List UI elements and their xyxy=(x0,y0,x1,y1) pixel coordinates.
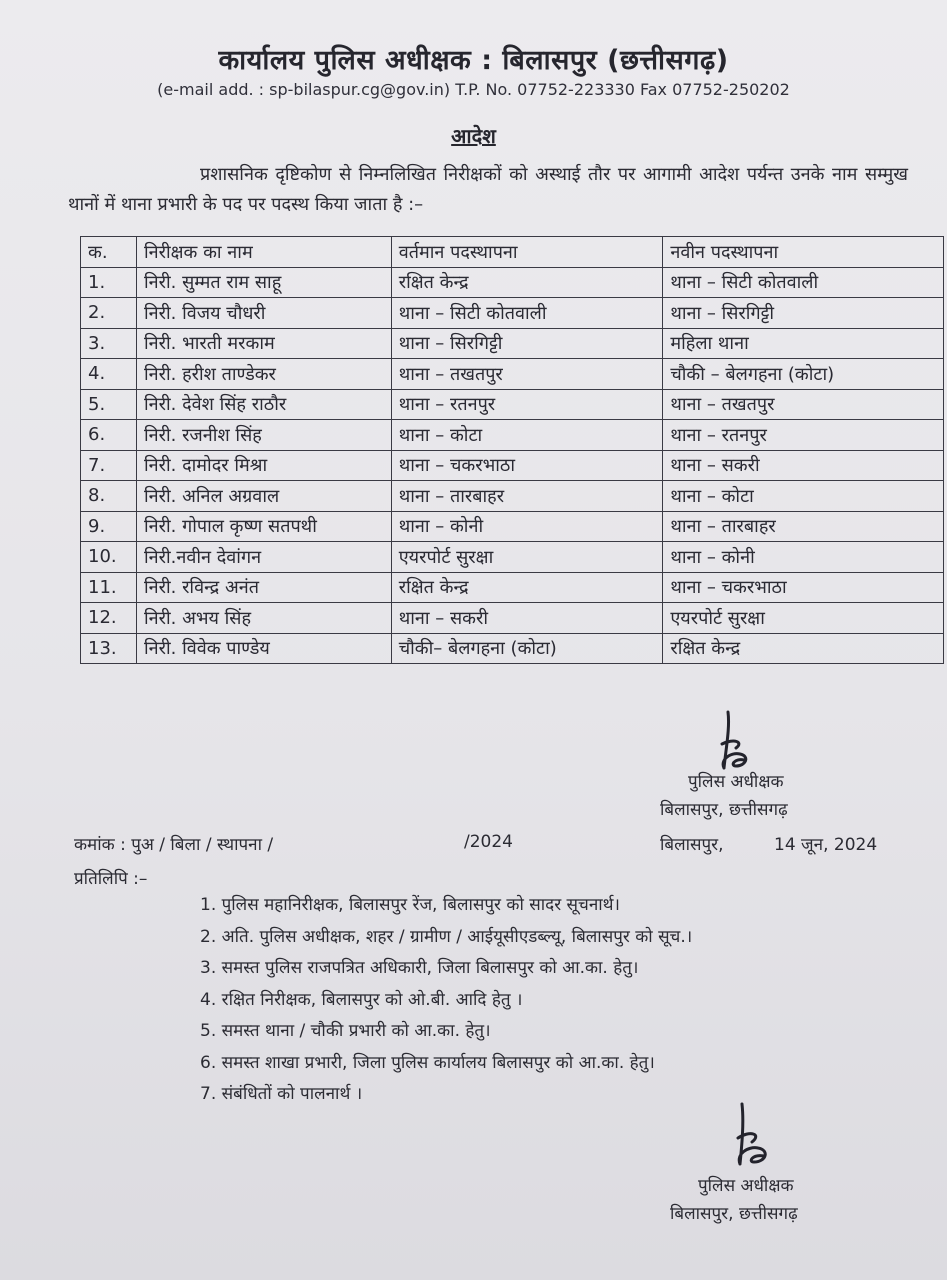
cell-new-posting: थाना – तारबाहर xyxy=(663,511,944,542)
order-heading: आदेश xyxy=(451,124,496,148)
cell-current-posting: थाना – कोनी xyxy=(391,511,663,542)
column-header-new-posting: नवीन पदस्थापना xyxy=(663,237,944,268)
reference-line xyxy=(74,832,904,860)
table-row xyxy=(81,572,944,603)
cell-current-posting: रक्षित केन्द्र xyxy=(391,267,663,298)
cell-current-posting: थाना – रतनपुर xyxy=(391,389,663,420)
cell-officer-name: निरी. अभय सिंह xyxy=(136,603,391,634)
cell-serial: 10. xyxy=(81,542,137,573)
signatory-designation: पुलिस अधीक्षक xyxy=(688,772,784,792)
signature-block-top xyxy=(660,768,788,824)
column-header-name: निरीक्षक का नाम xyxy=(136,237,391,268)
order-intro: प्रशासनिक दृष्टिकोण से निम्नलिखित निरीक्षकों को अस्थाई तौर पर आगामी आदेश पर्यन्त उनके नाम सम्मुख थानों में थाना प्रभारी के पद पर पदस्थ किया जाता है :– xyxy=(68,164,908,215)
table-row xyxy=(81,633,944,664)
table-row xyxy=(81,420,944,451)
cell-officer-name: निरी. रजनीश सिंह xyxy=(136,420,391,451)
cell-new-posting: एयरपोर्ट सुरक्षा xyxy=(663,603,944,634)
list-item: 3. समस्त पुलिस राजपत्रित अधिकारी, जिला बिलासपुर को आ.का. हेतु। xyxy=(200,958,639,978)
cell-serial: 12. xyxy=(81,603,137,634)
cell-current-posting: थाना – सकरी xyxy=(391,603,663,634)
cell-officer-name: निरी. दामोदर मिश्रा xyxy=(136,450,391,481)
cell-new-posting: थाना – रतनपुर xyxy=(663,420,944,451)
table-row xyxy=(81,267,944,298)
signature-block-bottom xyxy=(670,1172,798,1228)
signature-mark-bottom xyxy=(724,1100,804,1176)
list-item: 6. समस्त शाखा प्रभारी, जिला पुलिस कार्यालय बिलासपुर को आ.का. हेतु। xyxy=(200,1052,655,1073)
list-item: 4. रक्षित निरीक्षक, बिलासपुर को ओ.बी. आदि हेतु । xyxy=(200,989,523,1010)
cell-officer-name: निरी. अनिल अग्रवाल xyxy=(136,481,391,512)
cell-new-posting: महिला थाना xyxy=(663,328,944,359)
signatory-location: बिलासपुर, छत्तीसगढ़ xyxy=(670,1204,798,1224)
cell-new-posting: थाना – कोनी xyxy=(663,542,944,573)
cell-new-posting: रक्षित केन्द्र xyxy=(663,633,944,664)
cell-new-posting: थाना – चकरभाठा xyxy=(663,572,944,603)
table-row xyxy=(81,359,944,390)
cell-current-posting: एयरपोर्ट सुरक्षा xyxy=(391,542,663,573)
cell-serial: 7. xyxy=(81,450,137,481)
reference-number: कमांक : पुअ / बिला / स्थापना / xyxy=(74,835,274,855)
column-header-serial: क. xyxy=(81,237,137,268)
cell-serial: 4. xyxy=(81,359,137,390)
copy-list xyxy=(200,890,692,1111)
cell-serial: 11. xyxy=(81,572,137,603)
table-row xyxy=(81,542,944,573)
cell-serial: 6. xyxy=(81,420,137,451)
table-header-row xyxy=(81,237,944,268)
cell-current-posting: थाना – चकरभाठा xyxy=(391,450,663,481)
cell-new-posting: थाना – सिरगिट्टी xyxy=(663,298,944,329)
cell-serial: 1. xyxy=(81,267,137,298)
cell-serial: 8. xyxy=(81,481,137,512)
contact-line: (e-mail add. : sp-bilaspur.cg@gov.in) T.P. No. 07752-223330 Fax 07752-250202 xyxy=(157,80,790,99)
cell-officer-name: निरी. देवेश सिंह राठौर xyxy=(136,389,391,420)
cell-current-posting: चौकी– बेलगहना (कोटा) xyxy=(391,633,663,664)
cell-new-posting: थाना – तखतपुर xyxy=(663,389,944,420)
table-row xyxy=(81,511,944,542)
signatory-designation: पुलिस अधीक्षक xyxy=(698,1176,794,1196)
office-title: कार्यालय पुलिस अधीक्षक : बिलासपुर (छत्तीसगढ़) xyxy=(218,45,729,76)
cell-new-posting: थाना – सिटी कोतवाली xyxy=(663,267,944,298)
cell-current-posting: रक्षित केन्द्र xyxy=(391,572,663,603)
cell-current-posting: थाना – तारबाहर xyxy=(391,481,663,512)
posting-table xyxy=(80,236,944,664)
reference-place: बिलासपुर, xyxy=(660,835,724,855)
cell-officer-name: निरी. हरीश ताण्डेकर xyxy=(136,359,391,390)
cell-officer-name: निरी. विजय चौधरी xyxy=(136,298,391,329)
copy-label: प्रतिलिपि :– xyxy=(74,869,148,889)
cell-current-posting: थाना – कोटा xyxy=(391,420,663,451)
column-header-current-posting: वर्तमान पदस्थापना xyxy=(391,237,663,268)
cell-new-posting: चौकी – बेलगहना (कोटा) xyxy=(663,359,944,390)
cell-officer-name: निरी. सुम्मत राम साहू xyxy=(136,267,391,298)
cell-officer-name: निरी.नवीन देवांगन xyxy=(136,542,391,573)
cell-serial: 9. xyxy=(81,511,137,542)
cell-serial: 2. xyxy=(81,298,137,329)
table-row xyxy=(81,328,944,359)
signatory-location: बिलासपुर, छत्तीसगढ़ xyxy=(660,800,788,820)
list-item: 1. पुलिस महानिरीक्षक, बिलासपुर रेंज, बिलासपुर को सादर सूचनार्थ। xyxy=(200,895,620,915)
cell-serial: 13. xyxy=(81,633,137,664)
cell-new-posting: थाना – कोटा xyxy=(663,481,944,512)
cell-current-posting: थाना – सिटी कोतवाली xyxy=(391,298,663,329)
list-item: 5. समस्त थाना / चौकी प्रभारी को आ.का. हेतु। xyxy=(200,1021,491,1041)
reference-year: /2024 xyxy=(464,832,513,852)
table-row xyxy=(81,603,944,634)
cell-serial: 5. xyxy=(81,389,137,420)
list-item: 7. संबंधितों को पालनार्थ । xyxy=(200,1084,363,1104)
cell-officer-name: निरी. भारती मरकाम xyxy=(136,328,391,359)
cell-officer-name: निरी. रविन्द्र अनंत xyxy=(136,572,391,603)
list-item: 2. अति. पुलिस अधीक्षक, शहर / ग्रामीण / आईयूसीएडब्ल्यू, बिलासपुर को सूच.। xyxy=(200,926,693,947)
table-row xyxy=(81,450,944,481)
table-row xyxy=(81,481,944,512)
cell-officer-name: निरी. विवेक पाण्डेय xyxy=(136,633,391,664)
cell-officer-name: निरी. गोपाल कृष्ण सतपथी xyxy=(136,511,391,542)
cell-current-posting: थाना – सिरगिट्टी xyxy=(391,328,663,359)
cell-new-posting: थाना – सकरी xyxy=(663,450,944,481)
table-row xyxy=(81,389,944,420)
cell-serial: 3. xyxy=(81,328,137,359)
reference-date: 14 जून, 2024 xyxy=(774,835,878,855)
cell-current-posting: थाना – तखतपुर xyxy=(391,359,663,390)
table-body xyxy=(81,267,944,664)
table-row xyxy=(81,298,944,329)
